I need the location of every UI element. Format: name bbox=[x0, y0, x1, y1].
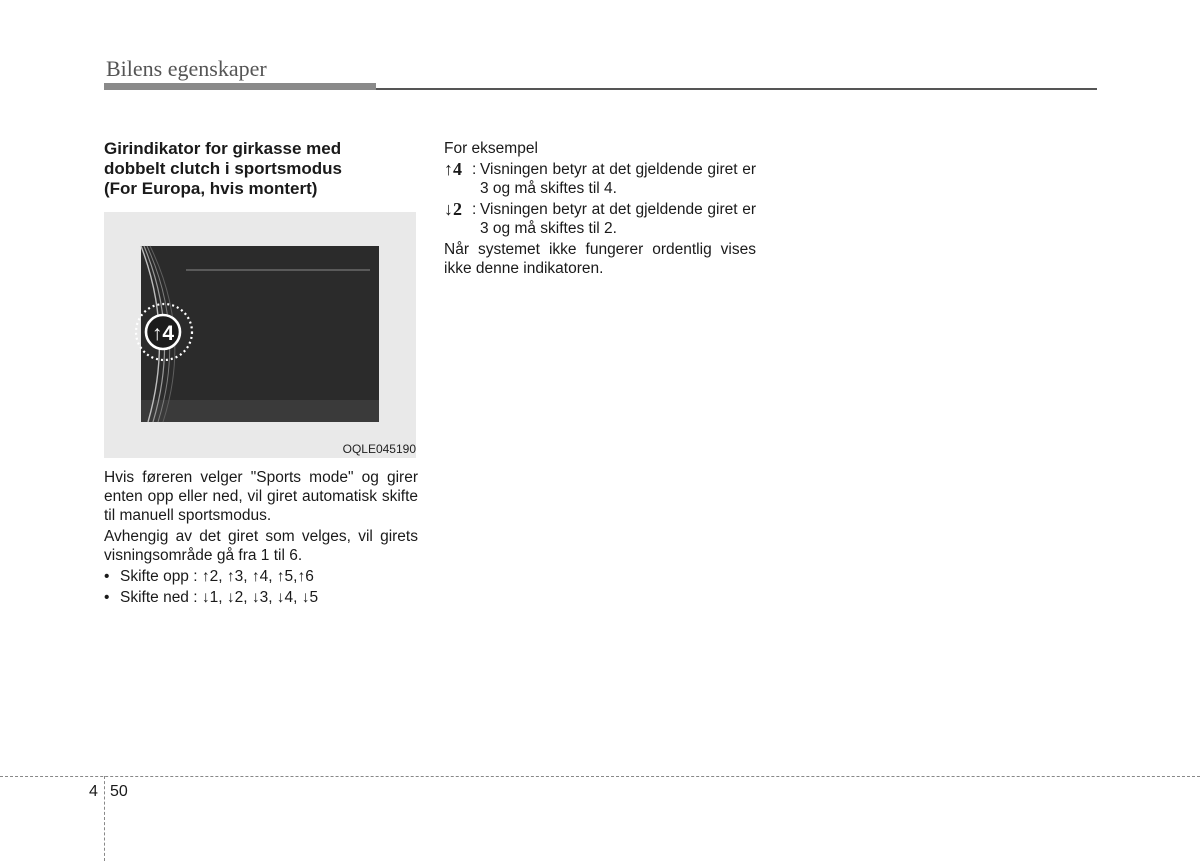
list-item-shift-down bbox=[104, 588, 418, 609]
cluster-display-illustration bbox=[104, 212, 416, 458]
example-title: For eksempel bbox=[444, 140, 538, 157]
example-text-up: Visningen betyr at det gjeldende giret er 3 og må skiftes til 4. bbox=[480, 161, 756, 197]
example-item-down bbox=[444, 200, 756, 238]
section-heading-line-3: (For Europa, hvis montert) bbox=[104, 179, 318, 198]
gear-indicator-figure bbox=[104, 212, 416, 458]
left-column-heading bbox=[104, 139, 418, 199]
list-item-shift-up-text: Skifte opp : ↑2, ↑3, ↑4, ↑5,↑6 bbox=[120, 568, 314, 585]
example-symbol-down: ↓2 bbox=[444, 199, 462, 219]
paragraph-display-range: Avhengig av det giret som velges, vil girets visningsområde gå fra 1 til 6. bbox=[104, 528, 418, 564]
footer-divider bbox=[0, 776, 1200, 777]
header-title: Bilens egenskaper bbox=[106, 56, 267, 81]
section-heading-line-2: dobbelt clutch i sportsmodus bbox=[104, 159, 343, 178]
paragraph-system-note: Når systemet ikke fungerer ordentlig vises ikke denne indikatoren. bbox=[444, 241, 756, 277]
right-column bbox=[444, 139, 756, 280]
paragraph-sports-mode: Hvis føreren velger "Sports mode" og girer enten opp eller ned, vil giret automatisk skifte til manuell sportsmodus. bbox=[104, 469, 418, 524]
chapter-number: 4 bbox=[89, 783, 98, 800]
page-number: 50 bbox=[110, 783, 128, 800]
gear-shift-list bbox=[104, 567, 418, 608]
header-rule-thick bbox=[104, 83, 376, 90]
list-item-shift-down-text: Skifte ned : ↓1, ↓2, ↓3, ↓4, ↓5 bbox=[120, 588, 319, 606]
section-heading bbox=[104, 139, 418, 199]
example-item-up bbox=[444, 160, 756, 198]
left-body bbox=[104, 468, 418, 608]
gear-indicator-label: ↑4 bbox=[151, 322, 175, 345]
example-symbol-up: ↑4 bbox=[444, 159, 462, 179]
example-text-down: Visningen betyr at det gjeldende giret er 3 og må skiftes til 2. bbox=[480, 201, 756, 237]
example-colon: : bbox=[472, 161, 477, 178]
section-heading-line-1: Girindikator for girkasse med bbox=[104, 139, 342, 158]
example-colon: : bbox=[472, 201, 477, 218]
bullet-marker: • bbox=[104, 568, 110, 585]
bullet-marker: • bbox=[104, 588, 110, 606]
figure-code: OQLE045190 bbox=[342, 442, 416, 456]
footer-vertical-divider bbox=[104, 776, 105, 861]
list-item-shift-up bbox=[104, 567, 418, 588]
header-rule-thin bbox=[376, 88, 1097, 90]
